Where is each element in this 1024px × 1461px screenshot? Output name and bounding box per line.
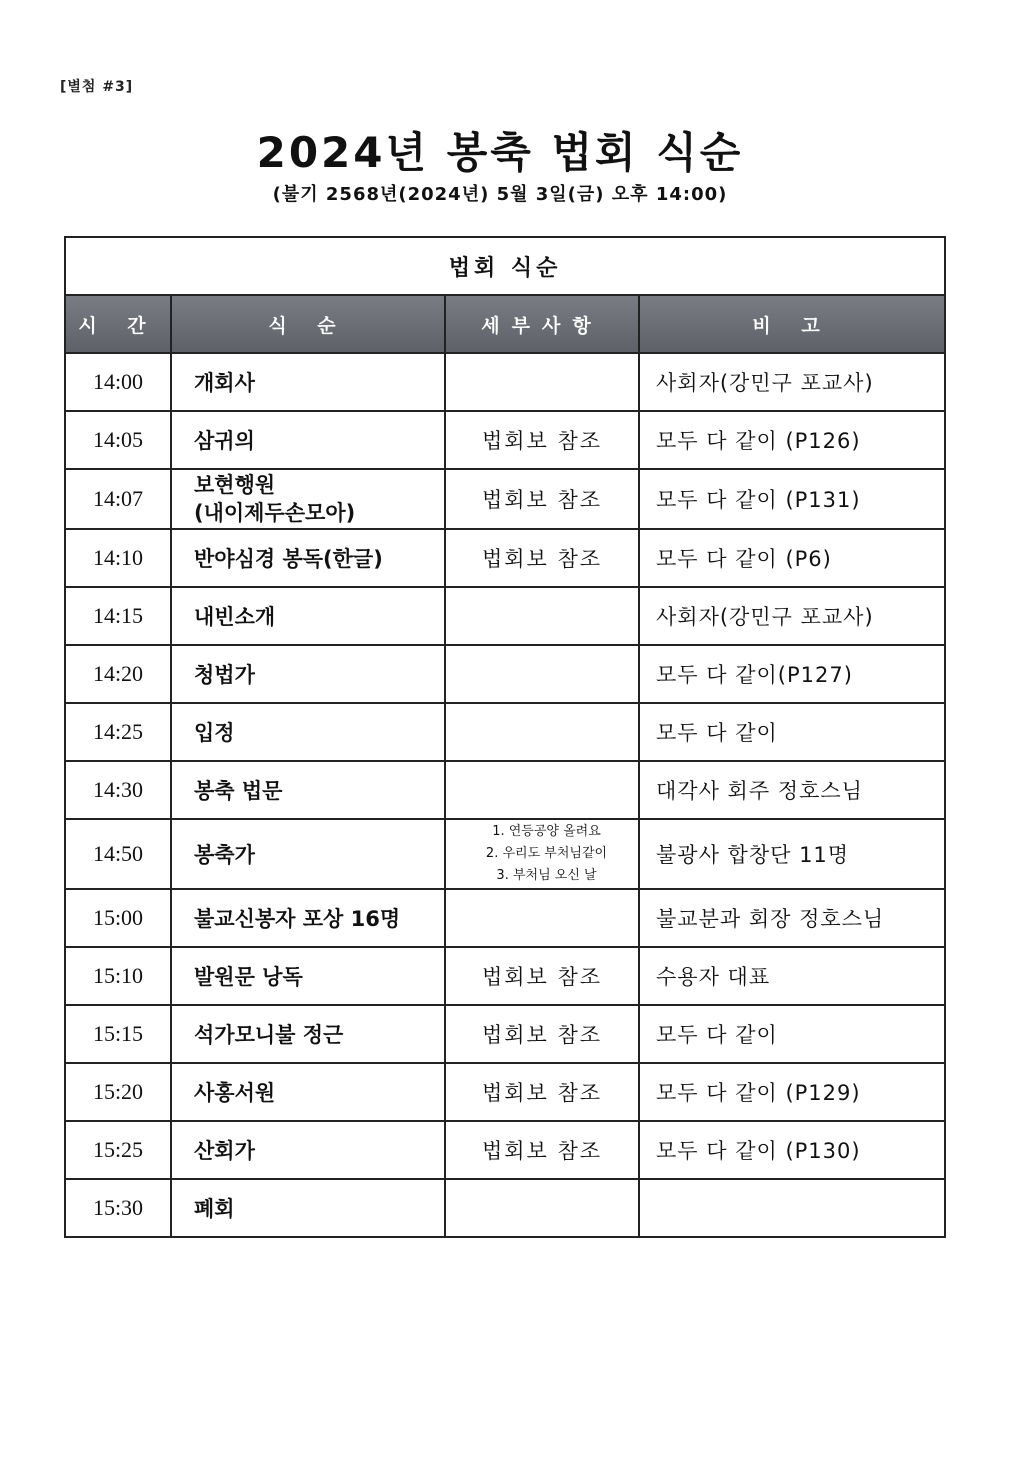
row-detail: [445, 819, 639, 889]
table-row: [65, 469, 945, 529]
row-note: 모두 다 같이 (P131): [639, 469, 945, 529]
detail-list-item: 1. 연등공양 올려요: [492, 824, 601, 839]
row-note: [639, 1179, 945, 1237]
row-detail: 법회보 참조: [445, 411, 639, 469]
row-item: 삼귀의: [171, 411, 445, 469]
row-item: 사홍서원: [171, 1063, 445, 1121]
row-time: 15:30: [65, 1179, 171, 1237]
row-time: 14:07: [65, 469, 171, 529]
row-detail: [445, 645, 639, 703]
row-time: 15:10: [65, 947, 171, 1005]
row-note: 모두 다 같이: [639, 1005, 945, 1063]
row-time: 14:50: [65, 819, 171, 889]
row-item: 봉축가: [171, 819, 445, 889]
row-item: 산회가: [171, 1121, 445, 1179]
row-note: 대각사 회주 정호스님: [639, 761, 945, 819]
row-item: 내빈소개: [171, 587, 445, 645]
row-detail: 법회보 참조: [445, 529, 639, 587]
row-item-line2: (내이제두손모아): [194, 501, 356, 525]
page-title: 2024년 봉축 법회 식순: [256, 128, 744, 177]
row-time: 15:15: [65, 1005, 171, 1063]
row-time: 14:00: [65, 353, 171, 411]
table-row: [65, 587, 945, 645]
table-row: [65, 761, 945, 819]
row-detail: [445, 587, 639, 645]
row-note: 모두 다 같이(P127): [639, 645, 945, 703]
row-item: 봉축 법문: [171, 761, 445, 819]
detail-list-item: 3. 부처님 오신 날: [496, 868, 597, 883]
row-detail: 법회보 참조: [445, 1121, 639, 1179]
row-note: 모두 다 같이 (P126): [639, 411, 945, 469]
detail-list-item: 2. 우리도 부처님같이: [485, 846, 608, 861]
row-note: 사회자(강민구 포교사): [639, 353, 945, 411]
row-note: 수용자 대표: [639, 947, 945, 1005]
table-row: [65, 645, 945, 703]
row-time: 14:15: [65, 587, 171, 645]
schedule-table: [64, 236, 946, 1238]
header-item: 식 순: [171, 295, 445, 353]
row-time: 14:30: [65, 761, 171, 819]
row-detail: [445, 889, 639, 947]
row-detail: [445, 761, 639, 819]
row-note: 사회자(강민구 포교사): [639, 587, 945, 645]
row-time: 14:05: [65, 411, 171, 469]
row-time: 14:10: [65, 529, 171, 587]
table-body: [65, 353, 945, 1237]
table-caption: 법회 식순: [65, 237, 945, 295]
table-row: [65, 411, 945, 469]
table-row: [65, 889, 945, 947]
table-row: [65, 1005, 945, 1063]
row-note: 불교분과 회장 정호스님: [639, 889, 945, 947]
row-note: 모두 다 같이: [639, 703, 945, 761]
table-row: [65, 703, 945, 761]
row-item: 개회사: [171, 353, 445, 411]
row-item: 석가모니불 정근: [171, 1005, 445, 1063]
attachment-label: [별첨 #3]: [60, 79, 134, 95]
table-row: [65, 819, 945, 889]
row-item: 반야심경 봉독(한글): [171, 529, 445, 587]
page-subtitle: (불기 2568년(2024년) 5월 3일(금) 오후 14:00): [272, 184, 728, 205]
table-row: [65, 1121, 945, 1179]
row-item: 불교신봉자 포상 16명: [171, 889, 445, 947]
row-item: 발원문 낭독: [171, 947, 445, 1005]
row-item: 입정: [171, 703, 445, 761]
table-row: [65, 1179, 945, 1237]
row-detail: 법회보 참조: [445, 1005, 639, 1063]
row-detail: 법회보 참조: [445, 1063, 639, 1121]
row-detail: 법회보 참조: [445, 469, 639, 529]
row-time: 15:25: [65, 1121, 171, 1179]
row-detail: 법회보 참조: [445, 947, 639, 1005]
row-note: 모두 다 같이 (P6): [639, 529, 945, 587]
row-time: 14:25: [65, 703, 171, 761]
table-row: [65, 1063, 945, 1121]
row-item: 청법가: [171, 645, 445, 703]
row-note: 모두 다 같이 (P129): [639, 1063, 945, 1121]
row-note: 모두 다 같이 (P130): [639, 1121, 945, 1179]
header-detail: 세부사항: [445, 295, 639, 353]
row-detail: [445, 703, 639, 761]
table-header-row: [65, 295, 945, 353]
table-row: [65, 947, 945, 1005]
row-item: 폐회: [171, 1179, 445, 1237]
row-item-line1: 보현행원: [194, 473, 276, 497]
row-time: 15:00: [65, 889, 171, 947]
row-time: 14:20: [65, 645, 171, 703]
row-time: 15:20: [65, 1063, 171, 1121]
row-detail: [445, 1179, 639, 1237]
row-note: 불광사 합창단 11명: [639, 819, 945, 889]
header-note: 비 고: [639, 295, 945, 353]
table-row: [65, 529, 945, 587]
header-time: 시 간: [65, 295, 171, 353]
row-detail: [445, 353, 639, 411]
table-row: [65, 353, 945, 411]
row-item: [171, 469, 445, 529]
